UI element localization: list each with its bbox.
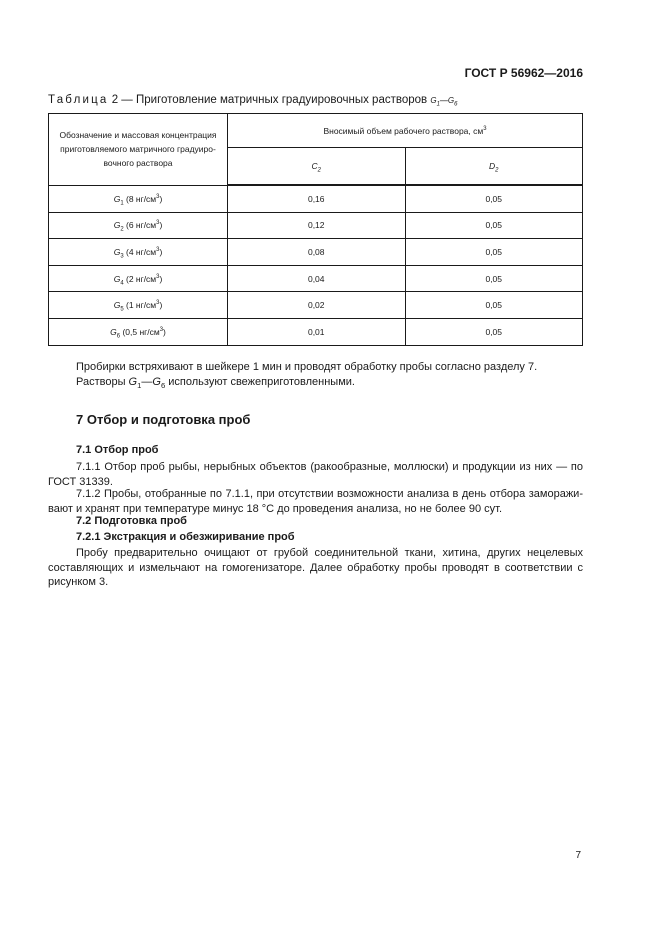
col-header-c2: $C_2$	[228, 148, 406, 186]
cell-solution: $G_5$ (1 $нг/см^3$)	[49, 292, 228, 319]
after-table-line-2: Растворы $G_1—G_6$ используют свежеприготовленными.	[76, 376, 355, 391]
page-number: 7	[575, 850, 581, 861]
table-row	[49, 265, 583, 292]
cell-d2: 0,05	[405, 212, 583, 239]
cell-solution: $G_4$ (2 $нг/см^3$)	[49, 265, 228, 292]
table-row	[49, 185, 583, 212]
table-row	[49, 239, 583, 266]
section-7-title: 7 Отбор и подготовка проб	[76, 412, 251, 427]
cell-d2: 0,05	[405, 292, 583, 319]
table-caption-number: 2	[111, 94, 119, 106]
section-7-2-1-title: 7.2.1 Экстракция и обезжиривание проб	[76, 531, 295, 543]
standard-number: ГОСТ Р 56962—2016	[464, 66, 583, 80]
table-caption-prefix: Таблица	[48, 94, 109, 106]
paragraph-7-2-1: Пробу предварительно очищают от грубой соединительной ткани, хитина, других нецелевых составляющих и измельчают на гомогенизаторе. Далее обработку пробы проводят в соответствии с рисунком 3.	[48, 547, 583, 588]
caption-dash: —	[439, 96, 448, 105]
cell-solution: $G_6$ (0,5 $нг/см^3$)	[49, 318, 228, 345]
caption-g-end-sub: 6	[454, 101, 458, 108]
paragraph-7-1-1: 7.1.1 Отбор проб рыбы, нерыбных объектов (ракообразные, моллюски) и продукции из них — по ГОСТ 31339.	[48, 461, 583, 488]
paragraph-7-1-2: 7.1.2 Пробы, отобранные по 7.1.1, при отсутствии возможности анализа в день отбора заморажи- вают и хранят при температуре минус 18 °С до проведения анализа, но не более 90 сут.	[48, 488, 583, 515]
cell-solution: $G_3$ (4 $нг/см^3$)	[49, 239, 228, 266]
cell-solution: $G_2$ (6 $нг/см^3$)	[49, 212, 228, 239]
cell-solution: $G_1$ (8 $нг/см^3$)	[49, 185, 228, 212]
cell-d2: 0,05	[405, 239, 583, 266]
col-header-d2: $D_2$	[405, 148, 583, 186]
cell-c2: 0,04	[228, 265, 406, 292]
after-table-line-1: Пробирки встряхивают в шейкере 1 мин и проводят обработку пробы согласно разделу 7.	[76, 361, 538, 373]
section-7-1-title: 7.1 Отбор проб	[76, 444, 159, 456]
table-row	[49, 318, 583, 345]
table-row	[49, 292, 583, 319]
cell-d2: 0,05	[405, 265, 583, 292]
cell-c2: 0,16	[228, 185, 406, 212]
caption-g-start-sub: 1	[436, 101, 440, 108]
table-caption-text: — Приготовление матричных градуировочных растворов	[118, 94, 431, 106]
table-body	[49, 185, 583, 345]
cell-c2: 0,12	[228, 212, 406, 239]
table-row	[49, 212, 583, 239]
cell-d2: 0,05	[405, 185, 583, 212]
calibration-table	[48, 113, 583, 346]
col-header-volume: Вносимый объем рабочего раствора, $см^3$	[228, 114, 583, 148]
col-header-name: Обозначение и массовая концентрация приготовляемого матричного градуиро-вочного раствора	[49, 114, 228, 186]
cell-c2: 0,02	[228, 292, 406, 319]
cell-c2: 0,08	[228, 239, 406, 266]
cell-c2: 0,01	[228, 318, 406, 345]
caption-g-end: G	[447, 96, 455, 105]
cell-d2: 0,05	[405, 318, 583, 345]
table-caption	[48, 94, 457, 106]
caption-g-start: G	[430, 96, 437, 105]
section-7-2-title: 7.2 Подготовка проб	[76, 515, 187, 527]
